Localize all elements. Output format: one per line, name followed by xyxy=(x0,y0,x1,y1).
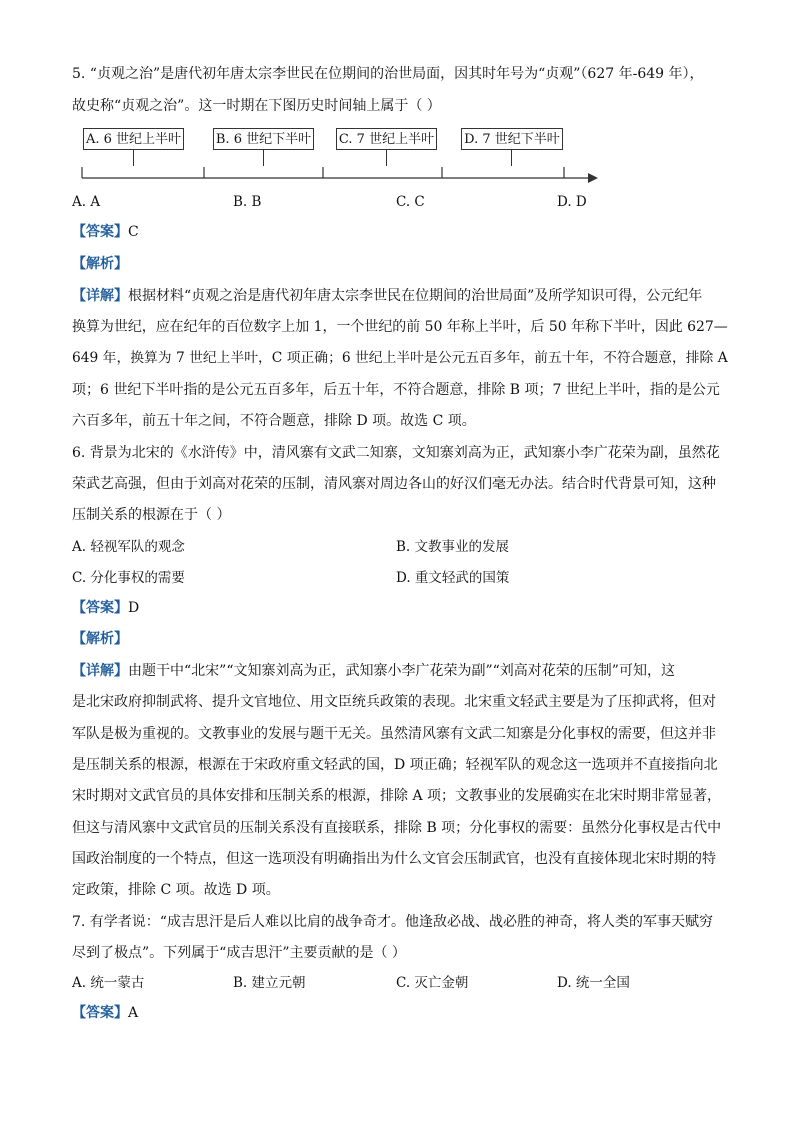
q6-detail-line3: 军队是极为重视的。文教事业的发展与题干无关。虽然清风寨有文武二知寨是分化事权的需要，但这并非 xyxy=(72,726,716,742)
q6-option-a: A. 轻视军队的观念 xyxy=(72,539,185,555)
q5-stem-line1: 5. “贞观之治”是唐代初年唐太宗李世民在位期间的治世局面，因其时年号为“贞观”（627 年-649 年）， xyxy=(72,66,704,82)
timeline-box-d: D. 7 世纪下半叶 xyxy=(461,128,563,150)
detail-tag: 【详解】 xyxy=(72,288,128,304)
q5-detail-line2: 换算为世纪，应在纪年的百位数字上加 1，一个世纪的前 50 年称上半叶，后 50 年称下半叶，因此 627— xyxy=(72,319,728,335)
q6-option-b: B. 文教事业的发展 xyxy=(396,539,510,555)
answer-tag: 【答案】 xyxy=(72,224,128,240)
detail-tag: 【详解】 xyxy=(72,663,128,679)
q6-stem-line3: 压制关系的根源在于（ ） xyxy=(72,507,231,523)
answer-value: C xyxy=(128,224,139,240)
q5-detail-line3: 649 年，换算为 7 世纪上半叶，C 项正确；6 世纪上半叶是公元五百多年，前五十年，不符合题意，排除 A xyxy=(72,350,728,366)
q6-answer xyxy=(72,598,139,618)
answer-value: A xyxy=(128,1005,139,1021)
timeline-axis xyxy=(80,164,602,192)
q7-option-c: C. 灭亡金朝 xyxy=(396,975,469,991)
timeline-box-c: C. 7 世纪上半叶 xyxy=(336,128,437,150)
q5-detail-line5: 六百多年，前五十年之间，不符合题意，排除 D 项。故选 C 项。 xyxy=(72,413,476,429)
q5-option-c: C. C xyxy=(396,194,425,210)
q7-option-b: B. 建立元朝 xyxy=(233,975,306,991)
q6-detail-line6: 但这与清风寨中文武官员的压制关系没有直接联系，排除 B 项；分化事权的需要：虽然分化事权是古代中 xyxy=(72,820,722,836)
q6-stem-line1: 6. 背景为北宋的《水浒传》中，清风寨有文武二知寨，文知寨刘高为正，武知寨小李广花荣为副，虽然花 xyxy=(72,445,720,461)
q6-detail-line4: 是压制关系的根源，根源在于宋政府重文轻武的国，D 项正确；轻视军队的观念这一选项并不直接指向北 xyxy=(72,757,718,773)
q6-detail-line2: 是北宋政府抑制武将、提升文官地位、用文臣统兵政策的表现。北宋重文轻武主要是为了压抑武将，但对 xyxy=(72,694,716,710)
q6-option-d: D. 重文轻武的国策 xyxy=(396,570,510,586)
answer-value: D xyxy=(128,600,140,616)
q7-option-a: A. 统一蒙古 xyxy=(72,975,145,991)
answer-tag: 【答案】 xyxy=(72,600,128,616)
q5-option-b: B. B xyxy=(233,194,262,210)
q7-stem-line2: 尽到了极点”。下列属于“成吉思汗”主要贡献的是（ ） xyxy=(72,945,406,961)
q6-detail-line8: 定政策，排除 C 项。故选 D 项。 xyxy=(72,882,280,898)
q6-option-c: C. 分化事权的需要 xyxy=(72,570,185,586)
q5-answer xyxy=(72,222,139,242)
timeline-box-a: A. 6 世纪上半叶 xyxy=(83,128,184,150)
q6-stem-line2: 荣武艺高强，但由于刘高对花荣的压制，清风寨对周边各山的好汉们毫无办法。结合时代背景可知，这种 xyxy=(72,476,716,492)
answer-tag: 【答案】 xyxy=(72,1005,128,1021)
q6-analysis-tag: 【解析】 xyxy=(72,631,128,647)
q5-analysis-tag: 【解析】 xyxy=(72,256,128,272)
q5-option-d: D. D xyxy=(557,194,587,210)
q6-detail-line7: 国政治制度的一个特点，但这一选项没有明确指出为什么文官会压制武官，也没有直接体现北宋时期的特 xyxy=(72,851,716,867)
q5-detail-line4: 项；6 世纪下半叶指的是公元五百多年，后五十年，不符合题意，排除 B 项；7 世纪上半叶，指的是公元 xyxy=(72,382,720,398)
q6-detail-line1: 【详解】由题干中“北宋”“文知寨刘高为正，武知寨小李广花荣为副”“刘高对花荣的压制”可知，这 xyxy=(72,663,675,679)
q5-detail-line1: 【详解】根据材料“贞观之治是唐代初年唐太宗李世民在位期间的治世局面”及所学知识可得，公元纪年 xyxy=(72,288,703,304)
q7-stem-line1: 7. 有学者说：“成吉思汗是后人难以比肩的战争奇才。他逢敌必战、战必胜的神奇，将人类的军事天赋穷 xyxy=(72,914,713,930)
q7-option-d: D. 统一全国 xyxy=(557,975,630,991)
q5-option-a: A. A xyxy=(72,194,101,210)
timeline-box-b: B. 6 世纪下半叶 xyxy=(213,128,314,150)
q5-stem-line2: 故史称“贞观之治”。这一时期在下图历史时间轴上属于（ ） xyxy=(72,98,441,114)
q7-answer xyxy=(72,1003,138,1023)
q6-detail-line5: 宋时期对文武官员的具体安排和压制关系的根源，排除 A 项；文教事业的发展确实在北宋时期非常显著， xyxy=(72,788,722,804)
